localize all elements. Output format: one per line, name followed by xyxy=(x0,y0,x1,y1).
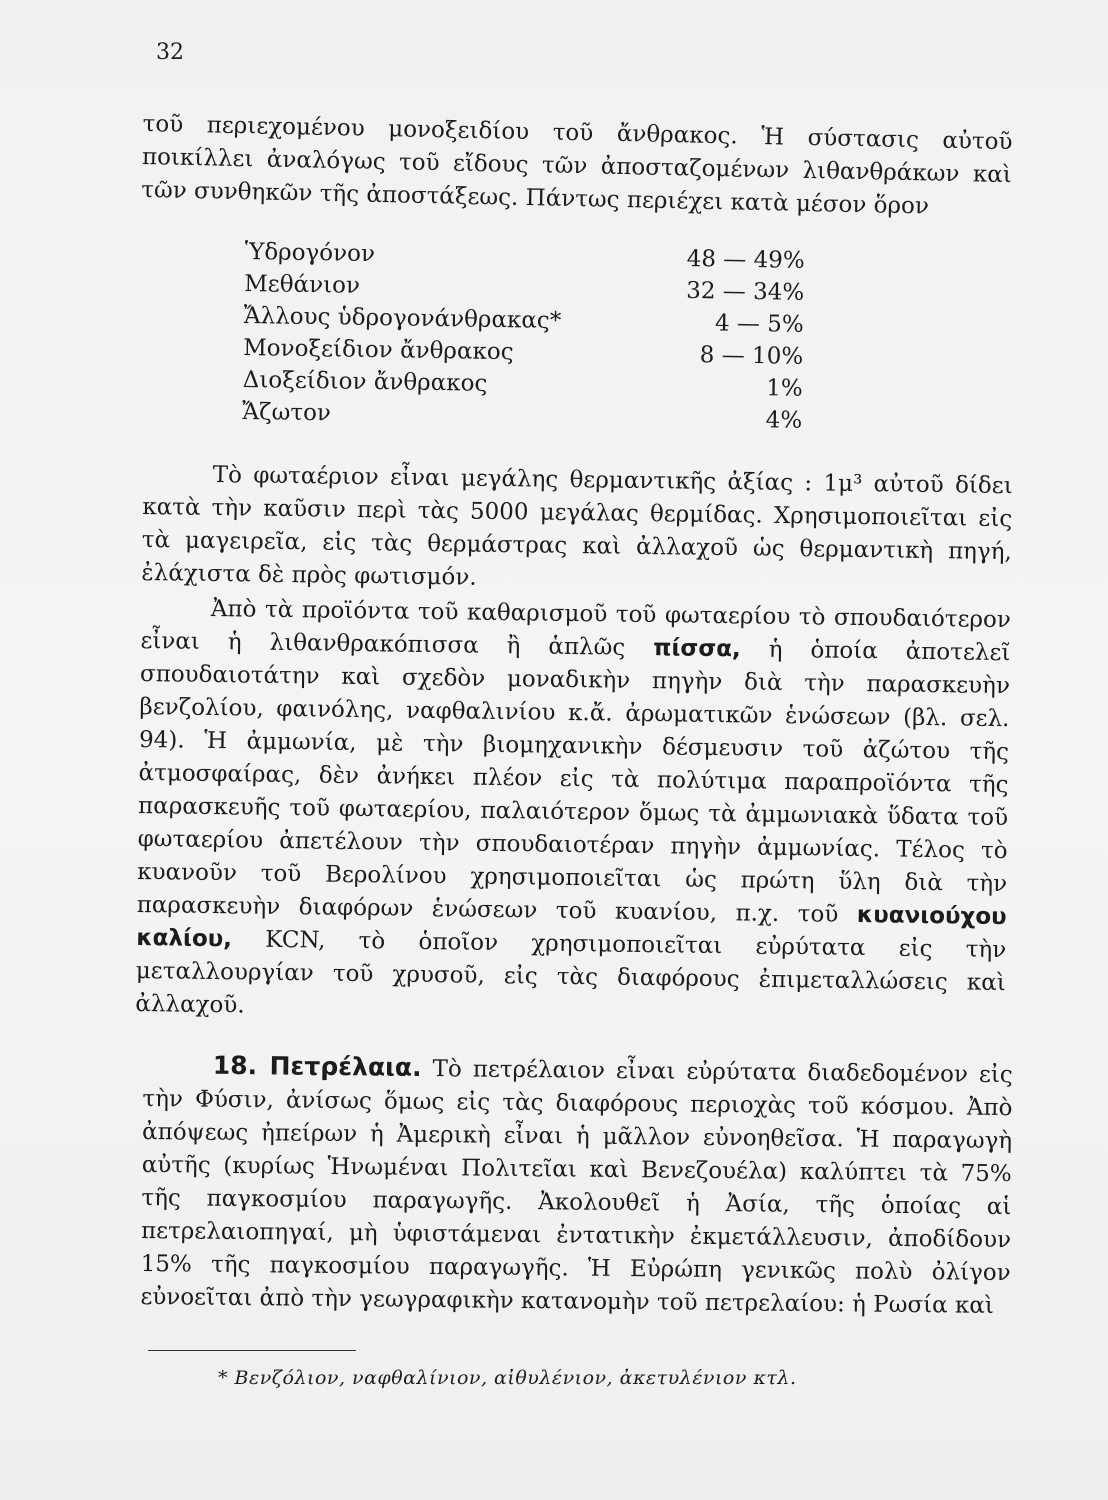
component-name: Ὑδρογόνον xyxy=(244,238,376,268)
byproducts-text-a: Ἀπὸ τὰ προϊόντα τοῦ καθαρισμοῦ τοῦ φωταερίου τὸ σπουδαιότερον εἶναι ἡ λιθανθρακόπισσα ἢ ἁπλῶς xyxy=(140,595,1012,661)
section-text: Τὸ πετρέλαιον εἶναι εὐρύτατα διαδεδομένον εἰς τὴν Φύσιν, ἀνίσως ὅμως εἰς τὰς διαφόρους περιοχὰς τοῦ κόσμου. Ἀπὸ ἀπόψεως ἠπείρων ἡ Ἀμερικὴ εἶναι ἡ μᾶλλον εὐνοηθεῖσα. Ἡ παραγωγὴ αὐτῆς (κυρίως Ἡνωμέναι Πολιτεῖαι καὶ Βενεζουέλα) καλύπτει τὰ 75% τῆς παγκοσμίου παραγωγῆς. Ἀκολουθεῖ ἡ Ἀσία, τῆς ὁποίας αἱ πετρελαιοπηγαί, μὴ ὑφιστάμεναι ἐντατικὴν ἐκμετάλλευσιν, ἀποδίδουν 15% τῆς παγκοσμίου παραγωγῆς. Ἡ Εὐρώπη γενικῶς πολὺ ὀλίγον εὐνοεῖται ἀπὸ τὴν γεωγραφικὴν κατανομὴν τοῦ πετρελαίου: ἡ Ρωσία καὶ xyxy=(140,1056,1013,1319)
component-name: Μεθάνιον xyxy=(244,270,361,299)
component-name: Ἄζωτον xyxy=(242,398,332,427)
section-petroleum xyxy=(140,1048,1013,1323)
page-number: 32 xyxy=(156,40,184,65)
component-name: Διοξείδιον ἄνθρακος xyxy=(242,366,488,397)
byproducts-text-c: KCN, τὸ ὁποῖον χρησιμοποιεῖται εὐρύτατα εἰς τὴν μεταλλουργίαν τοῦ χρυσοῦ, εἰς τὰς διαφόρους ἐπιμεταλλώσεις καὶ ἀλλαχοῦ. xyxy=(135,926,1007,1019)
component-value: 1% xyxy=(765,375,803,402)
section-heading: 18. Πετρέλαια. xyxy=(212,1050,422,1082)
paragraph-intro xyxy=(141,108,1013,225)
footnote-divider xyxy=(148,1350,356,1351)
paragraph-heating-value: Τὸ φωταέριον εἶναι μεγάλης θερμαντικῆς ἀξίας : 1μ³ αὐτοῦ δίδει κατὰ τὴν καῦσιν περὶ τὰς 5000 μεγάλας θερμίδας. Χρησιμοποιεῖται εἰς τὰ μαγειρεῖα, εἰς τὰς θερμάστρας καὶ ἀλλαχοῦ ὡς θερμαντικὴ πηγή, ἐλάχιστα δὲ πρὸς φωτισμόν. xyxy=(141,461,1013,591)
component-value: 32 — 34% xyxy=(685,277,805,306)
term-kyaniouchou-kaliou: κυανιούχου καλίου, xyxy=(136,902,1007,953)
term-pissa: πίσσα, xyxy=(653,635,741,663)
component-name: Ἄλλους ὑδρογονάνθρακας* xyxy=(243,302,562,334)
byproducts-text-b: ἡ ὁποία ἀποτελεῖ σπουδαιοτάτην καὶ σχεδὸν μοναδικὴν πηγὴν διὰ τὴν παρασκευὴν βενζολίου, φαινόλης, ναφθαλινίου κ.ἄ. ἀρωματικῶν ἑνώσεων (βλ. σελ. 94). Ἡ ἀμμωνία, μὲ τὴν βιομηχανικὴν δέσμευσιν τοῦ ἀζώτου τῆς ἀτμοσφαίρας, δὲν ἀνήκει πλέον εἰς τὰ πολύτιμα παραπροϊόντα τῆς παρασκευῆς τοῦ φωταερίου, παλαιότερον ὅμως τὰ ἀμμωνιακὰ ὕδατα τοῦ φωταερίου ἀπετέλουν τὴν σπουδαιοτέραν πηγὴν ἀμμωνίας. Τέλος τὸ κυανοῦν τοῦ Βερολίνου χρησιμοποιεῖται ὡς πρώτη ὕλη διὰ τὴν παρασκευὴν διαφόρων ἑνώσεων τοῦ κυανίου, π.χ. τοῦ xyxy=(136,636,1011,928)
paragraph-body xyxy=(135,458,1013,1033)
component-value: 4% xyxy=(765,407,803,434)
component-value: 8 — 10% xyxy=(699,342,804,370)
section-paragraph xyxy=(140,1048,1013,1323)
component-value: 48 — 49% xyxy=(686,245,805,274)
composition-table xyxy=(242,236,805,437)
paragraph-intro-text: τοῦ περιεχομένου μονοξειδίου τοῦ ἄνθρακος. Ἡ σύστασις αὐτοῦ ποικίλλει ἀναλόγως τοῦ εἴδους τῶν ἀποσταζομένων λιθανθράκων καὶ τῶν συνθηκῶν τῆς ἀποστάξεως. Πάντως περιέχει κατὰ μέσον ὅρον xyxy=(141,110,1013,220)
component-value: 4 — 5% xyxy=(714,310,804,338)
component-name: Μονοξείδιον ἄνθρακος xyxy=(243,334,514,366)
footnote: * Βενζόλιον, ναφθαλίνιον, αἰθυλένιον, ἀκετυλένιον κτλ. xyxy=(218,1367,797,1389)
paragraph-byproducts xyxy=(135,592,1011,1033)
